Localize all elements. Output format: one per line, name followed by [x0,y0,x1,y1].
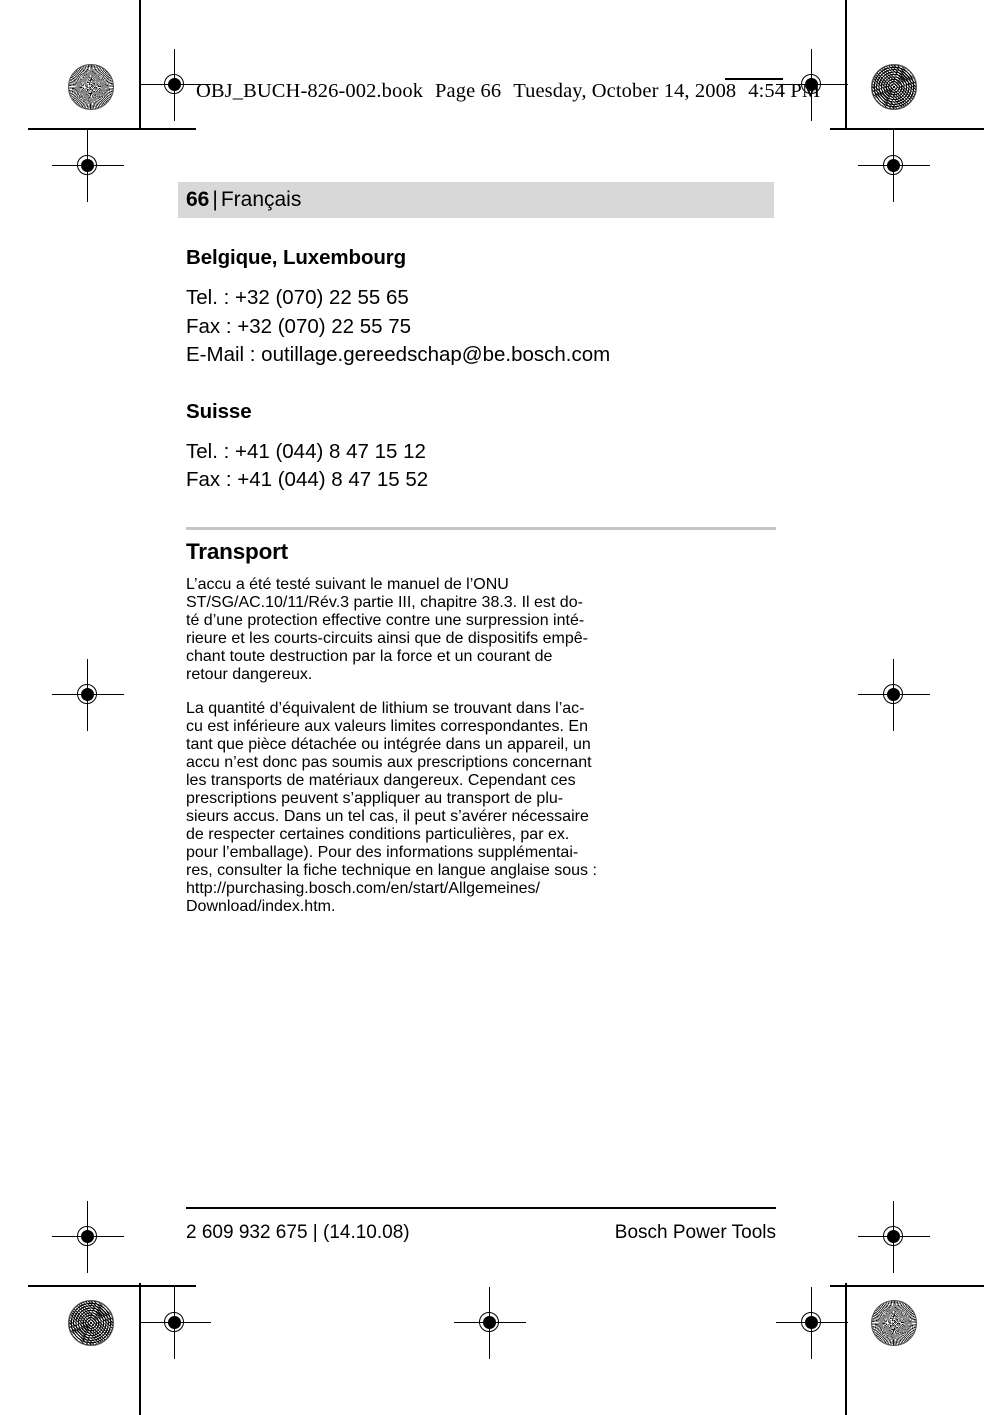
text-line: http://purchasing.bosch.com/en/start/Allgemeines/ [186,879,540,897]
contact-line-fax: Fax : +41 (044) 8 47 15 52 [186,468,429,491]
page-header-language: Français [220,188,302,211]
main-content [186,246,776,932]
footer-document-number: 2 609 932 675 | (14.10.08) [186,1222,410,1243]
text-line: chant toute destruction par la force et un courant de [186,647,553,665]
text-line: accu n’est donc pas soumis aux prescriptions concernant [186,753,592,771]
text-line: L’accu a été testé suivant le manuel de l’ONU [186,575,509,593]
section-divider [186,527,776,530]
contact-line-email: E-Mail : outillage.gereedschap@be.bosch.com [186,343,611,366]
text-line: les transports de matériaux dangereux. Cependant ces [186,771,576,789]
header-overline [725,78,783,80]
page-footer [186,1222,776,1244]
book-date: Tuesday, October 14, 2008 [513,80,737,102]
text-line: sieurs accus. Dans un tel cas, il peut s’avérer nécessaire [186,807,589,825]
book-time: 4:54 PM [748,80,821,102]
text-line: Download/index.htm. [186,897,336,915]
text-line: rieure et les courts-circuits ainsi que de dispositifs empê- [186,629,588,647]
text-line: tant que pièce détachée ou intégrée dans un appareil, un [186,735,591,753]
contact-heading-suisse: Suisse [186,399,252,423]
text-line: retour dangereux. [186,665,313,683]
text-line: cu est inférieure aux valeurs limites correspondantes. En [186,717,588,735]
text-line: de respecter certaines conditions particulières, par ex. [186,825,570,843]
footer-divider [186,1207,776,1209]
book-file-header [196,80,832,103]
page-header-band [178,182,774,218]
contact-heading-belgique: Belgique, Luxembourg [186,246,407,269]
text-line: La quantité d’équivalent de lithium se trouvant dans l’ac- [186,699,585,717]
contact-lines-belgique [186,284,776,370]
page-number: 66 [186,188,210,211]
section-heading-transport: Transport [186,538,288,564]
contact-line-tel: Tel. : +32 (070) 22 55 65 [186,286,409,309]
contact-line-fax: Fax : +32 (070) 22 55 75 [186,314,412,338]
text-line: ST/SG/AC.10/11/Rév.3 partie III, chapitre 38.3. Il est do- [186,593,583,611]
page-header-separator: | [212,188,218,211]
book-filename: OBJ_BUCH-826-002.book [196,80,424,102]
book-page-label: Page 66 [435,80,502,102]
contact-line-tel: Tel. : +41 (044) 8 47 15 12 [186,439,426,463]
text-line: té d’une protection effective contre une surpression inté- [186,611,585,629]
text-line: res, consulter la fiche technique en langue anglaise sous : [186,861,597,879]
footer-brand: Bosch Power Tools [614,1222,776,1243]
contact-lines-suisse [186,438,776,495]
text-line: prescriptions peuvent s’appliquer au transport de plu- [186,789,564,807]
text-line: pour l’emballage). Pour des informations supplémentai- [186,843,579,861]
